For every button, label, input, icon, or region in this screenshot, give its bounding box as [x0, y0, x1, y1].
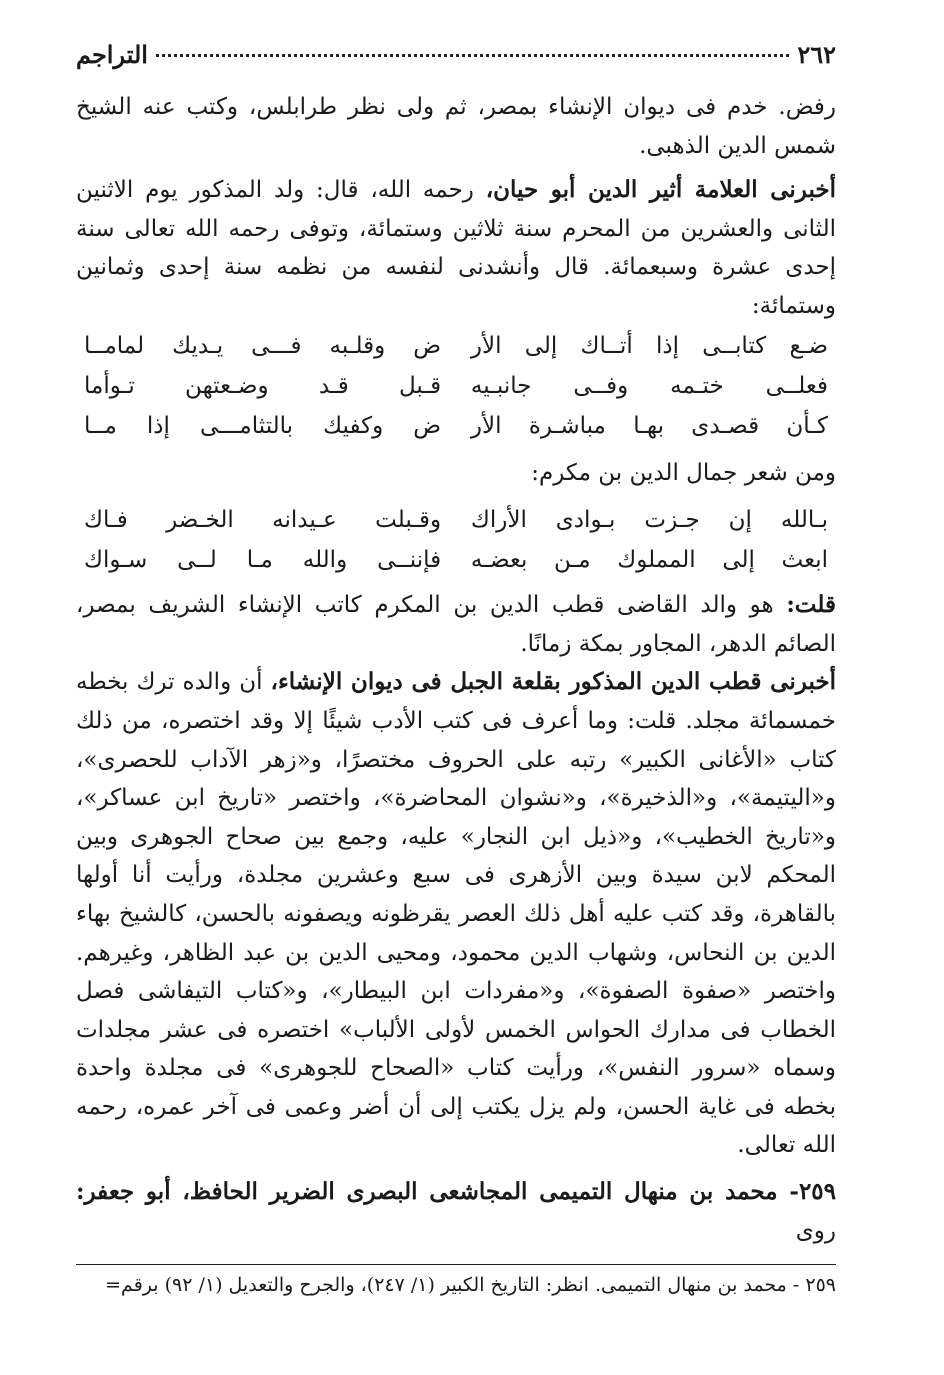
paragraph-2	[76, 171, 836, 325]
entry-259-heading	[76, 1173, 836, 1250]
verse-second-hemistich: قـبل قـد وضـعتهن تـوأما	[84, 372, 442, 399]
verse-second-hemistich: وقـبلت عـيدانه الخـضر فـاك	[84, 507, 442, 534]
entry-259-lead: ٢٥٩- محمد بن منهال التميمى المجاشعى البصرى الضرير الحافظ، أبو جعفر:	[76, 1178, 836, 1206]
paragraph-4	[76, 663, 836, 1165]
entry-259-text: روى	[795, 1217, 836, 1244]
verse-second-hemistich: ض وقلـبه فـــى يـديك لمامــا	[84, 332, 442, 359]
verse-second-hemistich: فإننــى والله مـا لــى سـواك	[84, 547, 442, 574]
poem-1	[84, 326, 828, 446]
verse-first-hemistich: ابعث إلى المملوك مـن بعضـه	[470, 547, 828, 574]
paragraph-4-lead: أخبرنى قطب الدين المذكور بقلعة الجبل فى ديوان الإنشاء،	[270, 668, 836, 696]
paragraph-3-text: هو والد القاضى قطب الدين بن المكرم كاتب الإنشاء الشريف بمصر، الصائم الدهر، المجاور بمكة زمانًا.	[76, 592, 836, 657]
paragraph-3	[76, 586, 836, 663]
paragraph-2-text: رحمه الله، قال: ولد المذكور يوم الاثنين الثانى والعشرين من المحرم سنة ثلاثين وستمائة، وتوفى رحمه الله تعالى سنة إحدى عشرة وسبعمائة. قال وأنشدنى لنفسه من نظمه سنة إحدى وثمانين وستمائة:	[76, 177, 836, 319]
book-page	[76, 40, 836, 1305]
poem-2-verse	[84, 500, 828, 540]
paragraph-1: رفض. خدم فى ديوان الإنشاء بمصر، ثم ولى نظر طرابلس، وكتب عنه الشيخ شمس الدين الذهبى.	[76, 94, 836, 159]
verse-first-hemistich: ضـع كتابــى إذا أتــاك إلى الأر	[470, 332, 828, 359]
page-number: ٢٦٢	[797, 40, 836, 69]
poem-2-intro: ومن شعر جمال الدين بن مكرم:	[531, 459, 836, 486]
poem-1-verse	[84, 366, 828, 406]
running-title: التراجم	[76, 40, 148, 69]
paragraph-4-text: أن والده ترك بخطه خمسمائة مجلد. قلت: وما أعرف فى كتب الأدب شيئًا إلا وقد اختصره، من ذلك كتاب «الأغانى الكبير» رتبه على الحروف مختصرًا، و«زهر الآداب للحصرى»، و«اليتيمة»، و«الذخيرة»، و«نشوان المحاضرة»، واختصر «تاريخ ابن عساكر»، و«تاريخ الخطيب»، و«ذيل ابن النجار» عليه، وجمع بين صحاح الجوهرى وبين المحكم لابن سيدة وبين الأزهرى فى سبع وعشرين مجلدة، ورأيت أنا أولها بالقاهرة، وقد كتب عليه أهل ذلك العصر يقرظونه ويصفونه بالحسن، كالشيخ بهاء الدين بن النحاس، وشهاب الدين محمود، ومحيى الدين بن عبد الظاهر، وغيرهم. واختصر «صفوة الصفوة»، و«مفردات ابن البيطار»، و«كتاب التيفاشى فصل الخطاب فى مدارك الحواس الخمس لأولى الألباب» اختصره فى عشر مجلدات وسماه «سرور النفس»، ورأيت كتاب «الصحاح للجوهرى» فى مجلدة واحدة بخطه فى غاية الحسن، ولم يزل يكتب إلى أن أضر وعمى فى آخر عمره، رحمه الله تعالى.	[76, 669, 836, 1159]
page-header	[76, 40, 836, 88]
header-dotted-leader	[156, 54, 789, 57]
verse-first-hemistich: فعلــى ختـمه وفــى جانبـيه	[470, 372, 828, 399]
poem-1-verse	[84, 406, 828, 446]
verse-first-hemistich: بـالله إن جـزت بـوادى الأراك	[470, 507, 828, 534]
poem-2	[84, 500, 828, 580]
footnote: ٢٥٩ - محمد بن منهال التميمى. انظر: التاريخ الكبير (١/ ٢٤٧)، والجرح والتعديل (١/ ٩٢) برقم=	[105, 1274, 836, 1297]
paragraph-3-lead: قلت:	[786, 591, 836, 619]
poem-1-verse	[84, 326, 828, 366]
verse-first-hemistich: كـأن قصـدى بهـا مباشـرة الأر	[470, 412, 828, 439]
poem-2-verse	[84, 540, 828, 580]
paragraph-2-lead: أخبرنى العلامة أثير الدين أبو حيان،	[485, 176, 837, 204]
verse-second-hemistich: ض وكفيك بالتثامـــى إذا مــا	[84, 412, 442, 439]
